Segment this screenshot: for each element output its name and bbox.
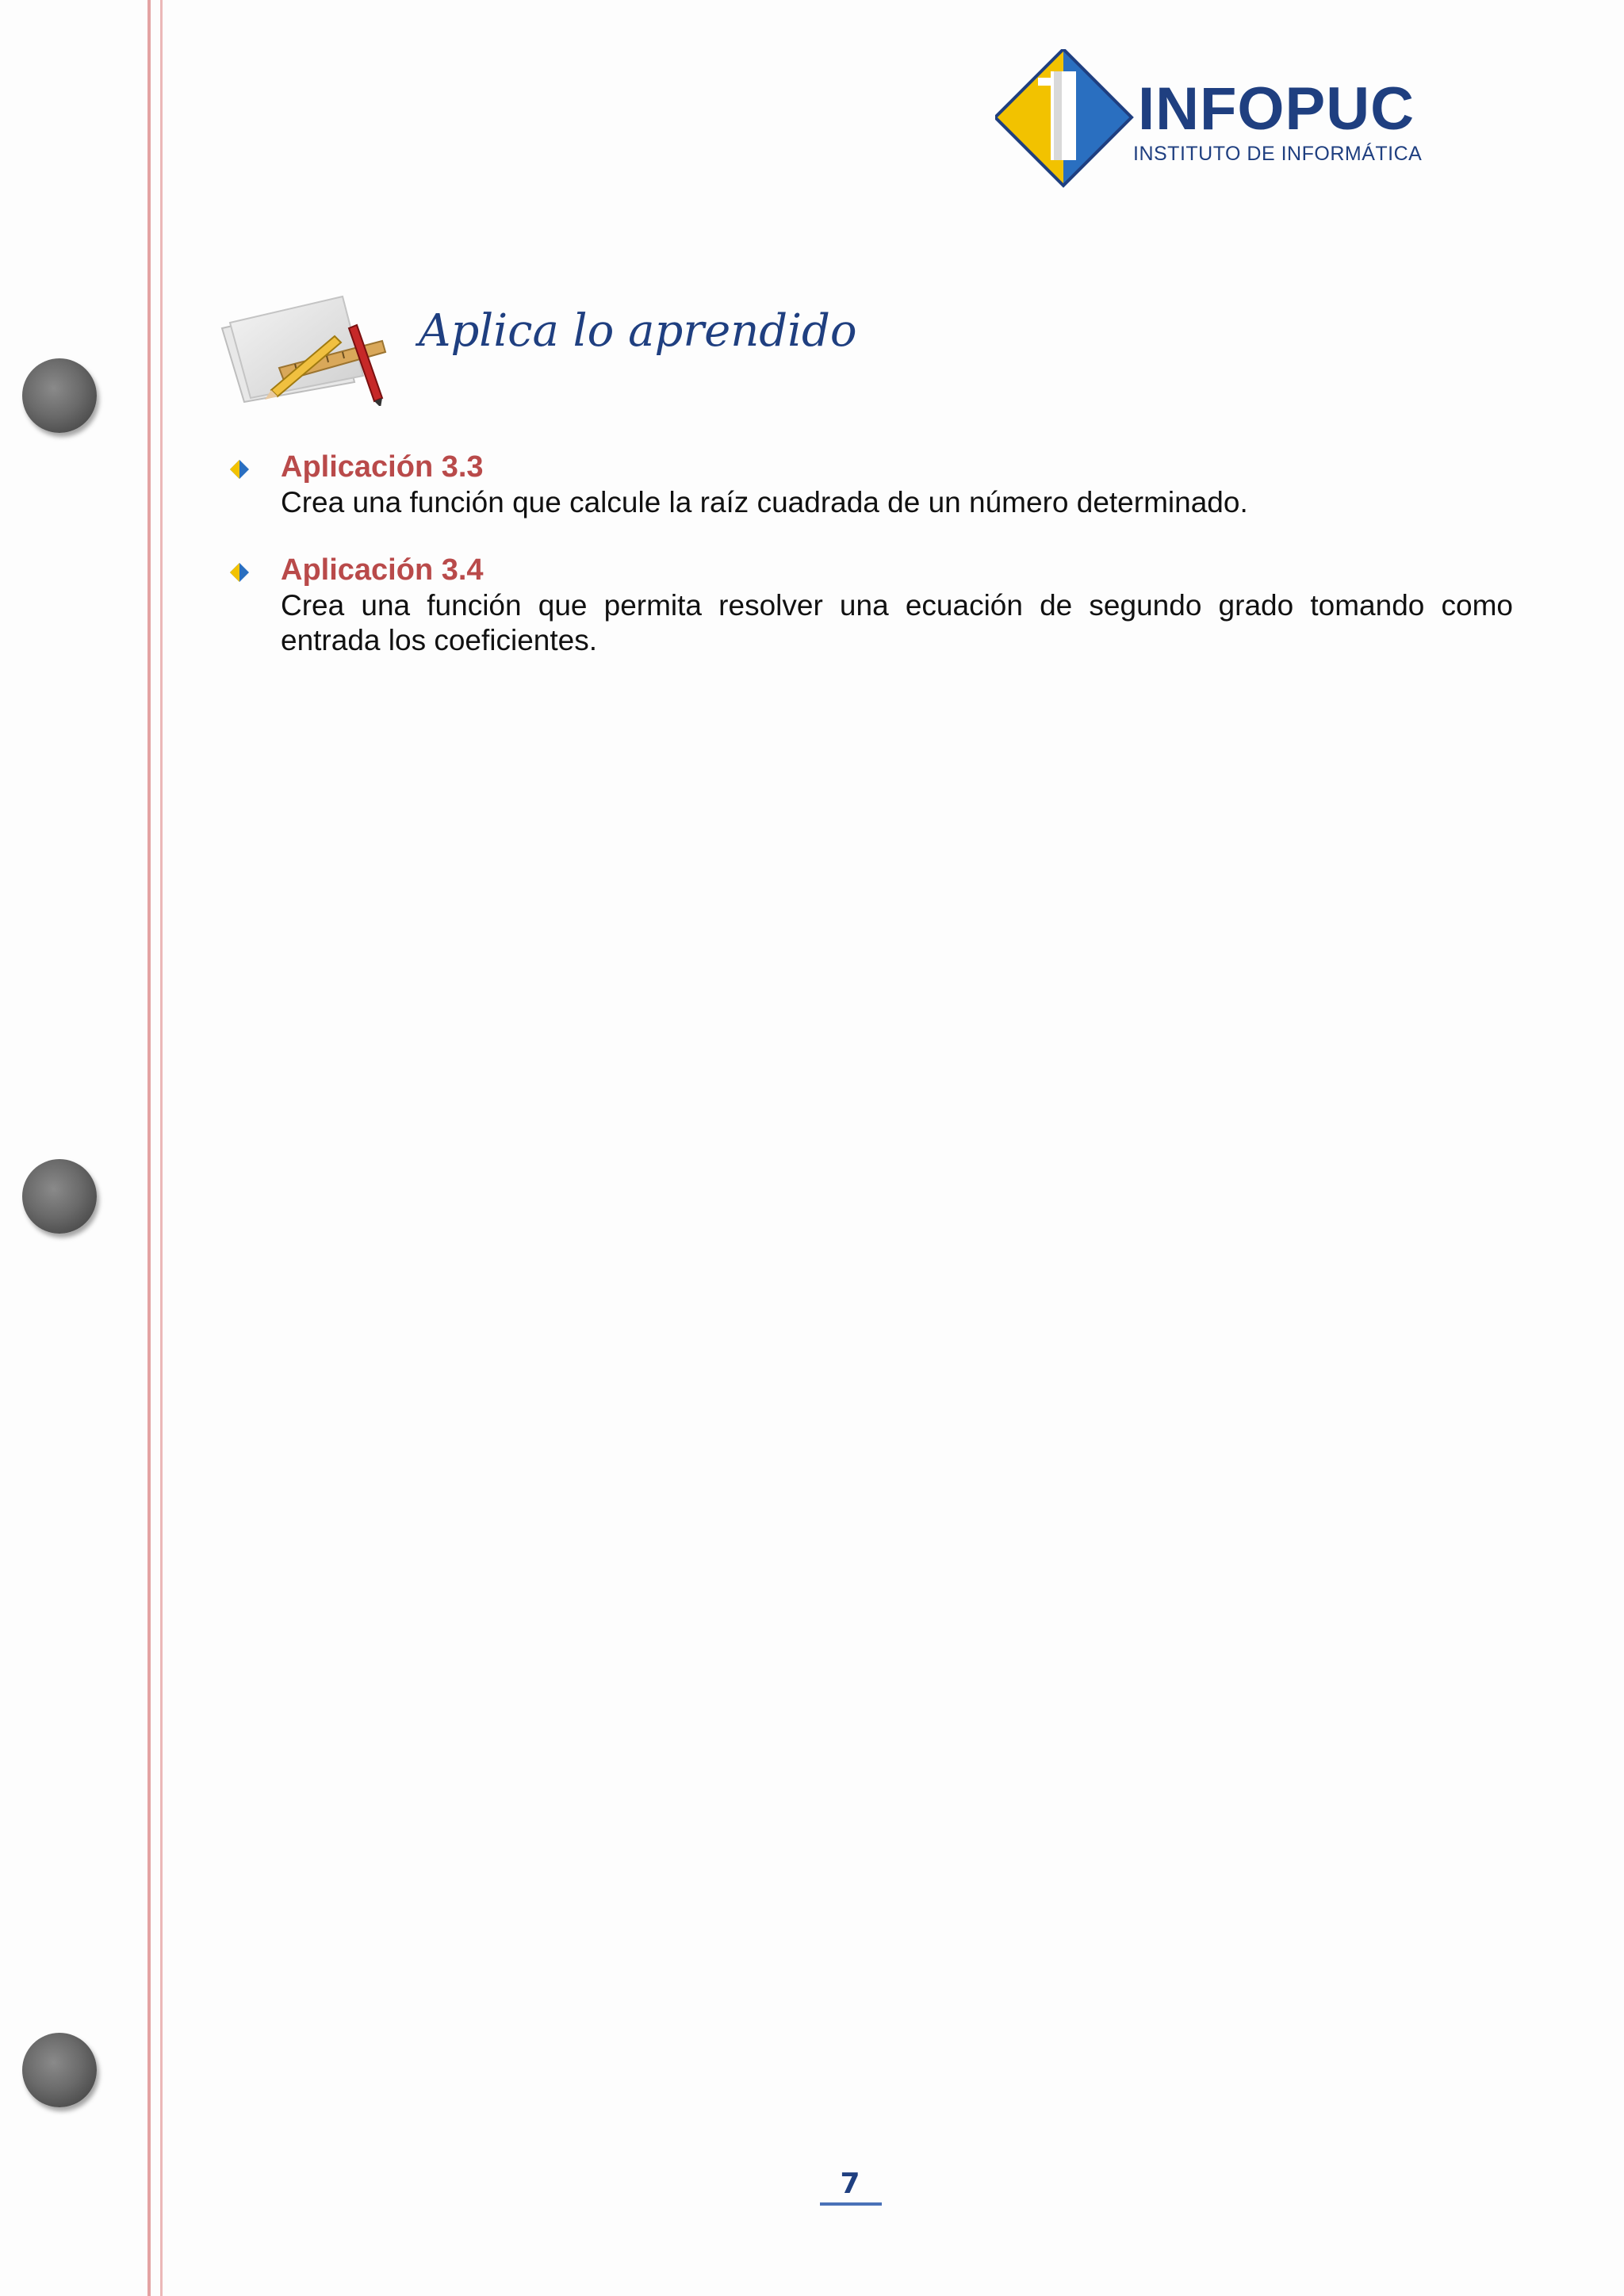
- punch-hole: [22, 358, 97, 433]
- infopuc-logo: [995, 49, 1439, 192]
- ruler-pencil-paper-icon: [216, 279, 398, 406]
- item-title: Aplicación 3.3: [281, 450, 484, 484]
- item-text: Crea una función que calcule la raíz cuadrada de un número determinado.: [281, 486, 1248, 519]
- diamond-bullet-icon: [228, 561, 251, 584]
- item-title: Aplicación 3.4: [281, 553, 484, 587]
- diamond-bullet-icon: [228, 458, 251, 480]
- punch-hole: [22, 2033, 97, 2107]
- margin-line: [147, 0, 151, 2296]
- infopuc-diamond-icon: [995, 49, 1138, 192]
- item-text: Crea una función que permita resolver una ecuación de segundo grado tomando como entrada los coeficientes.: [281, 589, 1513, 656]
- page-number-underline: [820, 2202, 882, 2206]
- margin-line: [160, 0, 163, 2296]
- section-title: Aplica lo aprendido: [419, 305, 857, 357]
- page-number: 7: [840, 2168, 860, 2200]
- punch-hole: [22, 1159, 97, 1234]
- logo-subtitle: INSTITUTO DE INFORMÁTICA: [1133, 143, 1423, 165]
- logo-name: INFOPUC: [1138, 75, 1415, 143]
